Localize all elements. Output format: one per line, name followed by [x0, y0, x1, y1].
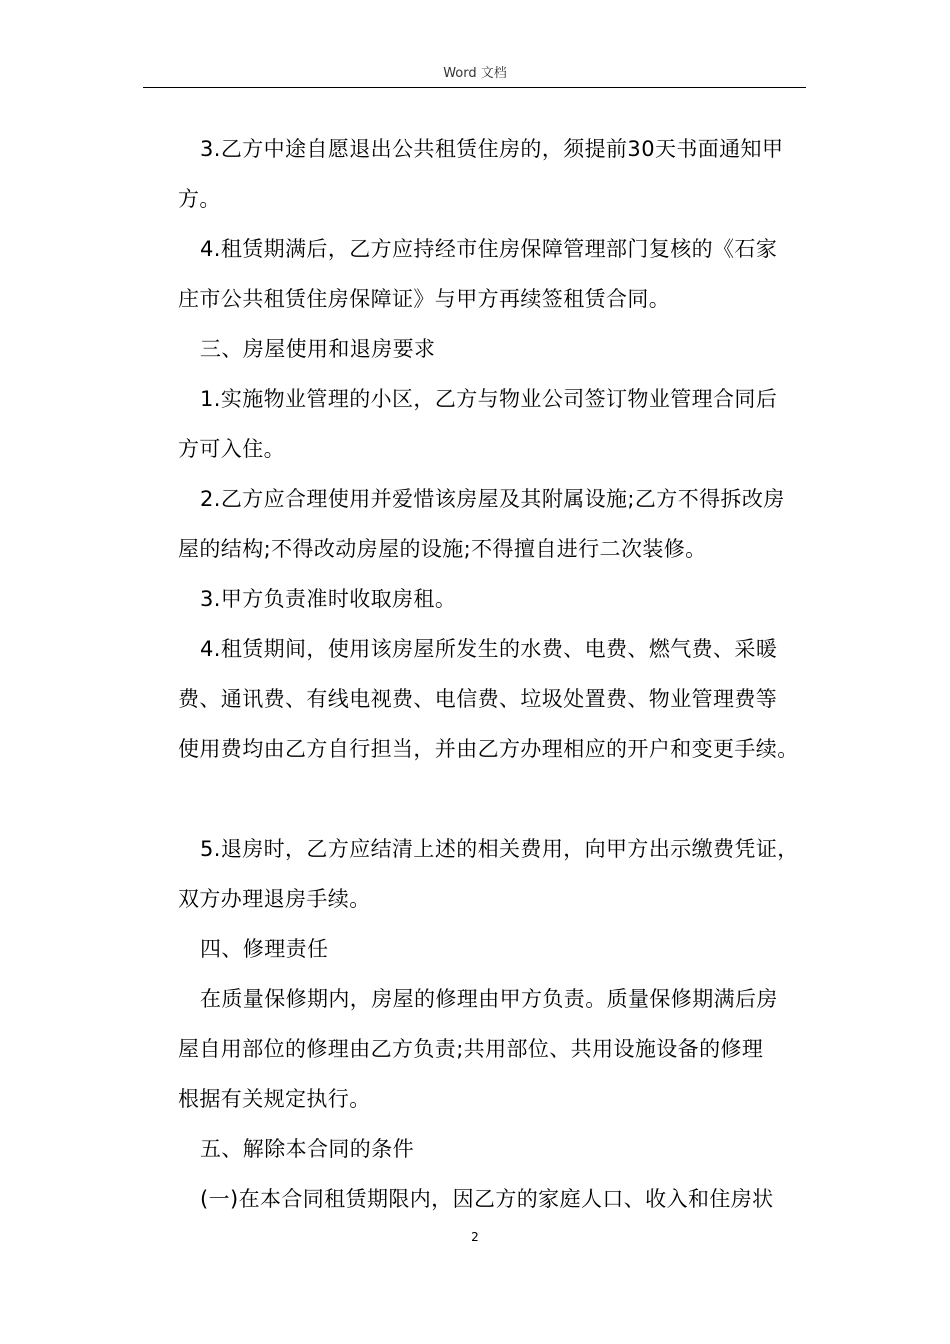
paragraph-line: 根据有关规定执行。	[178, 1087, 371, 1111]
paragraph-line: 屋自用部位的修理由乙方负责;共用部位、共用设施设备的修理	[178, 1037, 764, 1061]
paragraph-line: 4.租赁期间，使用该房屋所发生的水费、电费、燃气费、采暖	[200, 637, 778, 661]
paragraph-line: 费、通讯费、有线电视费、电信费、垃圾处置费、物业管理费等	[178, 687, 778, 711]
paragraph-line: 3.乙方中途自愿退出公共租赁住房的，须提前30天书面通知甲	[200, 137, 784, 161]
paragraph-line: 2.乙方应合理使用并爱惜该房屋及其附属设施;乙方不得拆改房	[200, 487, 785, 511]
paragraph-line: 5.退房时，乙方应结清上述的相关费用，向甲方出示缴费凭证，	[200, 837, 799, 861]
paragraph-line: 屋的结构;不得改动房屋的设施;不得擅自进行二次装修。	[178, 537, 707, 561]
page-header: Word 文档	[443, 66, 507, 81]
blank-line	[178, 774, 810, 824]
paragraph-line: (一)在本合同租赁期限内，因乙方的家庭人口、收入和住房状	[200, 1187, 774, 1211]
paragraph-line: 在质量保修期内，房屋的修理由甲方负责。质量保修期满后房	[200, 987, 778, 1011]
paragraph-line: 4.租赁期满后，乙方应持经市住房保障管理部门复核的《石家	[200, 237, 778, 261]
paragraph-line: 方可入住。	[178, 437, 285, 461]
section-heading: 四、修理责任	[200, 937, 329, 961]
paragraph-line: 1.实施物业管理的小区，乙方与物业公司签订物业管理合同后	[200, 387, 778, 411]
paragraph-line: 使用费均由乙方自行担当，并由乙方办理相应的开户和变更手续。	[178, 737, 799, 761]
paragraph-line: 方。	[178, 187, 221, 211]
section-heading: 五、解除本合同的条件	[200, 1137, 414, 1161]
section-heading: 三、房屋使用和退房要求	[200, 337, 436, 361]
document-body	[178, 124, 810, 1224]
header-rule	[143, 87, 806, 88]
page-number: 2	[471, 1230, 479, 1244]
paragraph-line: 3.甲方负责准时收取房租。	[200, 587, 457, 611]
paragraph-line: 庄市公共租赁住房保障证》与甲方再续签租赁合同。	[178, 287, 671, 311]
paragraph-line: 双方办理退房手续。	[178, 887, 371, 911]
